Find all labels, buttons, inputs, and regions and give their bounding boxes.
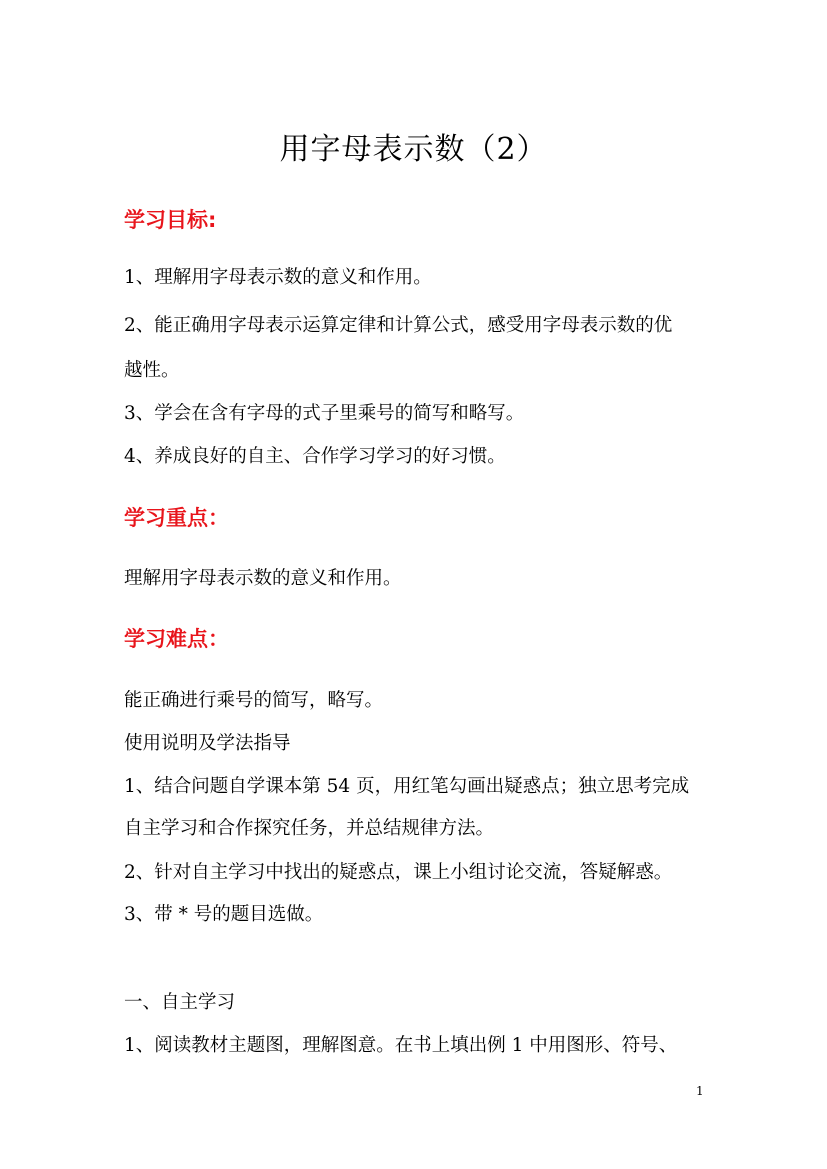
document-title: 用字母表示数（2） (279, 132, 548, 167)
instruction-line-2: 自主学习和合作探究任务，并总结规律方法。 (124, 818, 495, 839)
heading-key-points: 学习重点： (124, 506, 229, 530)
heading-difficulties: 学习难点： (124, 627, 229, 651)
objective-line-5: 4、养成良好的自主、合作学习学习的好习惯。 (124, 446, 506, 467)
section-one-item-1: 1、阅读教材主题图，理解图意。在书上填出例 1 中用图形、符号、 (124, 1035, 678, 1056)
objective-line-4: 3、学会在含有字母的式子里乘号的简写和略写。 (124, 403, 525, 424)
objective-line-2: 2、能正确用字母表示运算定律和计算公式，感受用字母表示数的优 (124, 315, 673, 336)
objective-line-1: 1、理解用字母表示数的意义和作用。 (124, 267, 432, 288)
instruction-line-4: 3、带 * 号的题目选做。 (124, 904, 324, 925)
section-one-title: 一、自主学习 (124, 992, 236, 1013)
heading-objectives: 学习目标: (124, 208, 217, 232)
key-point-text: 理解用字母表示数的意义和作用。 (124, 568, 402, 589)
instruction-line-3: 2、针对自主学习中找出的疑惑点，课上小组讨论交流，答疑解惑。 (124, 862, 673, 883)
objective-line-3: 越性。 (124, 360, 180, 381)
instruction-line-1: 1、结合问题自学课本第 54 页，用红笔勾画出疑惑点；独立思考完成 (124, 776, 690, 797)
difficulty-text: 能正确进行乘号的简写，略写。 (124, 690, 384, 711)
page-number: 1 (696, 1084, 704, 1098)
instructions-title: 使用说明及学法指导 (124, 733, 291, 754)
